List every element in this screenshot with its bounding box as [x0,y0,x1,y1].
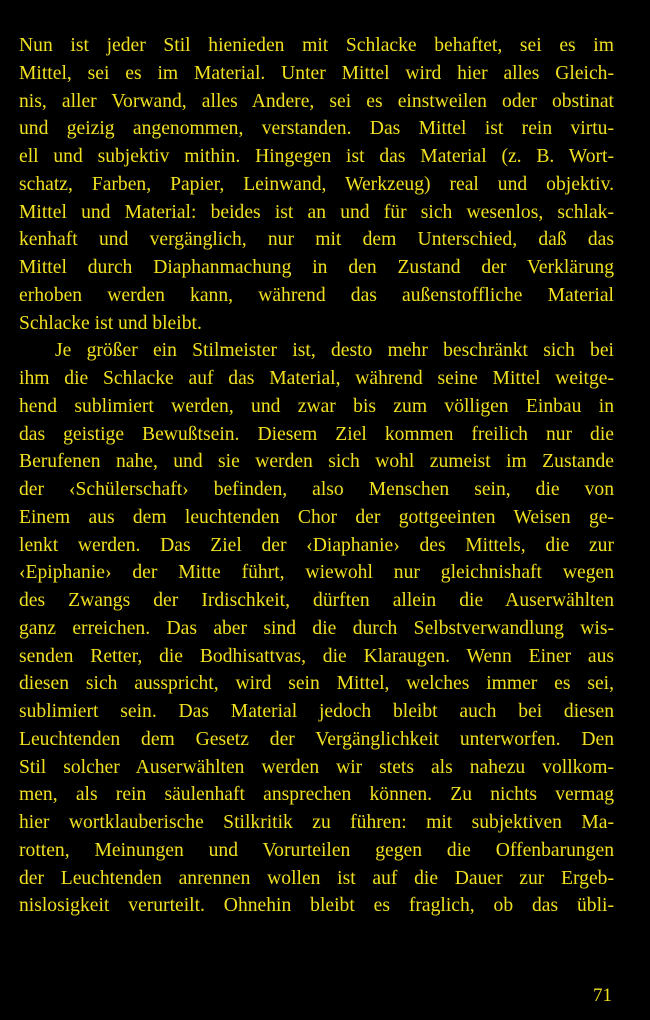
text-line: kenhaft und vergänglich, nur mit dem Unterschied, daß das [19,229,614,251]
text-line: ihm die Schlacke auf das Material, während seine Mittel weitge- [19,368,614,389]
text-line: nis, aller Vorwand, alles Andere, sei es einstweilen oder obstinat [19,90,614,112]
text-line: erhoben werden kann, während das außenstoffliche Material [19,284,614,306]
text-line: Berufenen nahe, und sie werden sich wohl zumeist im Zustande [19,451,614,473]
text-line: der ‹Schülerschaft› befinden, also Menschen sein, die von [19,479,614,500]
text-line: hend sublimiert werden, und zwar bis zum völligen Einbau in [19,395,614,417]
body-text [19,32,614,920]
text-line: der Leuchtenden anrennen wollen ist auf die Dauer zur Ergeb- [19,867,614,889]
paragraph-1 [19,32,614,337]
text-line: ganz erreichen. Das aber sind die durch Selbstverwandlung wis- [19,617,614,639]
paragraph-2 [19,337,614,920]
text-line: Einem aus dem leuchtenden Chor der gottgeeinten Weisen ge- [19,506,614,528]
text-line: Je größer ein Stilmeister ist, desto mehr beschränkt sich bei [55,340,614,362]
text-line: hier wortklauberische Stilkritik zu führen: mit subjektiven Ma- [19,812,614,833]
text-line: und geizig angenommen, verstanden. Das Mittel ist rein virtu- [19,118,614,140]
text-line: Stil solcher Auserwählten werden wir stets als nahezu vollkom- [19,756,614,778]
text-line: lenkt werden. Das Ziel der ‹Diaphanie› des Mittels, die zur [19,534,614,556]
text-line: schatz, Farben, Papier, Leinwand, Werkzeug) real und objektiv. [19,173,614,195]
text-line: Mittel, sei es im Material. Unter Mittel wird hier alles Gleich- [19,62,614,84]
text-line: Mittel und Material: beides ist an und für sich wesenlos, schlak- [19,201,614,223]
text-line: Leuchtenden dem Gesetz der Vergänglichkeit unterworfen. Den [19,728,614,750]
text-line: rotten, Meinungen und Vorurteilen gegen die Offenbarungen [19,839,614,861]
text-line: diesen sich ausspricht, wird sein Mittel, welches immer es sei, [19,673,614,695]
text-line: men, als rein säulenhaft ansprechen können. Zu nichts vermag [19,784,614,806]
text-line: ell und subjektiv mithin. Hingegen ist das Material (z. B. Wort- [19,146,614,167]
text-line: nislosigkeit verurteilt. Ohnehin bleibt es fraglich, ob das übli- [19,895,614,917]
text-line: Mittel durch Diaphanmachung in den Zustand der Verklärung [19,257,614,278]
text-line: das geistige Bewußtsein. Diesem Ziel kommen freilich nur die [19,423,614,445]
text-line: Schlacke ist und bleibt. [19,312,202,334]
text-line: des Zwangs der Irdischkeit, dürften allein die Auserwählten [19,590,614,611]
text-line: senden Retter, die Bodhisattvas, die Klaraugen. Wenn Einer aus [19,645,614,667]
text-line: Nun ist jeder Stil hienieden mit Schlacke behaftet, sei es im [19,35,614,56]
text-line: ‹Epiphanie› der Mitte führt, wiewohl nur gleichnishaft wegen [19,562,614,584]
text-line: sublimiert sein. Das Material jedoch bleibt auch bei diesen [19,701,614,722]
page-number: 71 [593,985,612,1006]
